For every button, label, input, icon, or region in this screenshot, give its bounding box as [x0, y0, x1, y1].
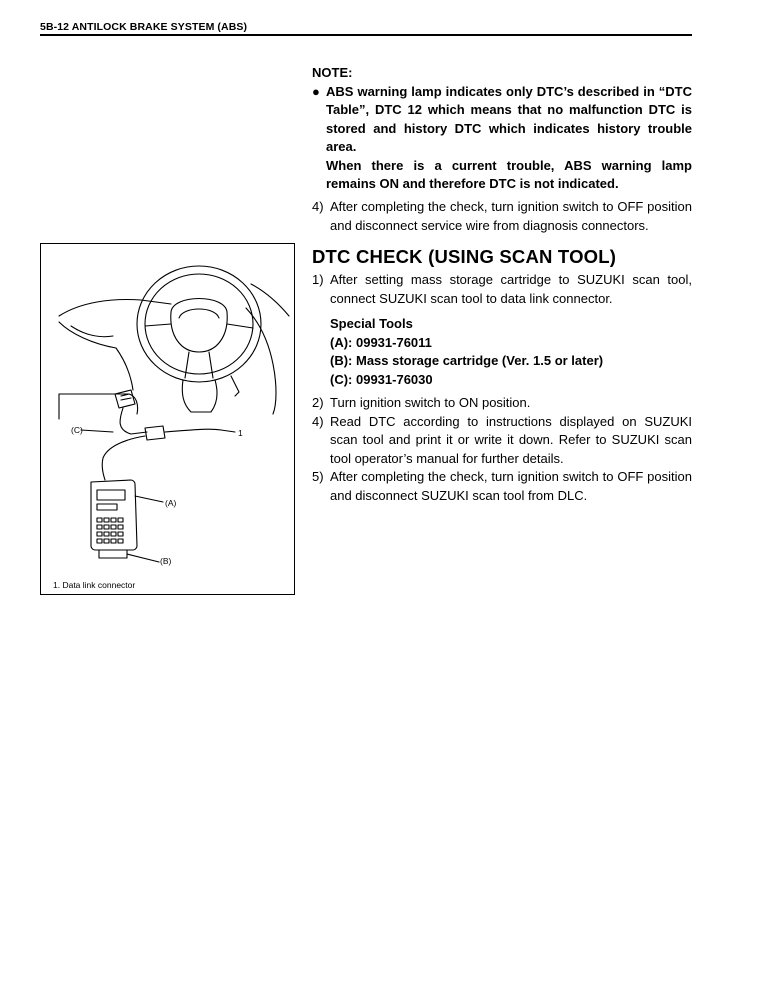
- scan-tool-illustration: [41, 244, 294, 594]
- cable-c: [120, 408, 147, 434]
- label-c: (C): [71, 425, 83, 435]
- step-text: After setting mass storage cartridge to SUZUKI scan tool, connect SUZUKI scan tool to data link connector.: [330, 272, 692, 306]
- note-title: NOTE:: [312, 65, 353, 80]
- label-a: (A): [165, 498, 177, 508]
- adapter-box: [145, 426, 165, 440]
- cartridge: [99, 550, 127, 558]
- note-block: [312, 64, 692, 194]
- scan-tool-screen: [97, 490, 125, 500]
- header-title: 5B-12 ANTILOCK BRAKE SYSTEM (ABS): [40, 21, 248, 33]
- steering-hub: [171, 299, 227, 353]
- step-number: 4): [312, 413, 324, 429]
- special-tools: [312, 315, 692, 389]
- step-number: 4): [312, 199, 324, 214]
- steering-wheel-rim: [137, 266, 261, 382]
- section-step-5: [312, 468, 692, 505]
- section-title-block: [312, 246, 692, 268]
- section-step-2: [312, 394, 692, 413]
- label-b: (B): [160, 556, 172, 566]
- bullet-icon: ●: [312, 83, 320, 99]
- leader-a: [135, 496, 163, 502]
- step-text: Turn ignition switch to ON position.: [330, 395, 531, 410]
- step-text: Read DTC according to instructions displayed on SUZUKI scan tool and print it or write it down. Refer to SUZUKI scan tool operator’s manual for further details.: [330, 413, 692, 466]
- step-4-top: [312, 198, 692, 235]
- section-step-4: [312, 413, 692, 469]
- step-number: 5): [312, 469, 324, 484]
- figure-caption: 1. Data link connector: [53, 580, 136, 590]
- leader-c: [81, 430, 113, 432]
- special-tools-title: Special Tools: [330, 316, 413, 331]
- section-step-1: [312, 271, 692, 308]
- step-number: 1): [312, 272, 324, 287]
- scan-tool-figure: [40, 243, 295, 595]
- note-bullet-text: ABS warning lamp indicates only DTC’s described in “DTC Table”, DTC 12 which means that no malfunction DTC is stored and history DTC which indicates history trouble area.: [326, 83, 692, 154]
- step-text: After completing the check, turn ignition switch to OFF position and disconnect service wire from diagnosis connectors.: [330, 199, 692, 233]
- leader-b: [127, 554, 159, 562]
- note-second-text: When there is a current trouble, ABS warning lamp remains ON and therefore DTC is not indicated.: [326, 157, 692, 191]
- section-title: DTC CHECK (USING SCAN TOOL): [312, 246, 617, 267]
- tool-b: (B): Mass storage cartridge (Ver. 1.5 or later): [330, 353, 604, 368]
- header-rule: [40, 34, 692, 36]
- scan-tool-keypad: [97, 518, 123, 543]
- section-steps-2-5: [312, 394, 692, 505]
- tool-c: (C): 09931-76030: [330, 371, 433, 387]
- steering-column: [182, 380, 217, 412]
- step-text: After completing the check, turn ignition switch to OFF position and disconnect SUZUKI scan tool from DLC.: [330, 469, 692, 503]
- tool-a: (A): 09931-76011: [330, 334, 432, 350]
- page-header: [40, 16, 692, 36]
- dashboard-panel: [59, 322, 133, 390]
- label-1: 1: [238, 428, 243, 438]
- leader-1: [221, 430, 235, 432]
- cable-to-tool: [102, 436, 145, 480]
- step-number: 2): [312, 395, 324, 410]
- dashboard-line: [59, 300, 171, 316]
- note-bullet: [312, 83, 692, 157]
